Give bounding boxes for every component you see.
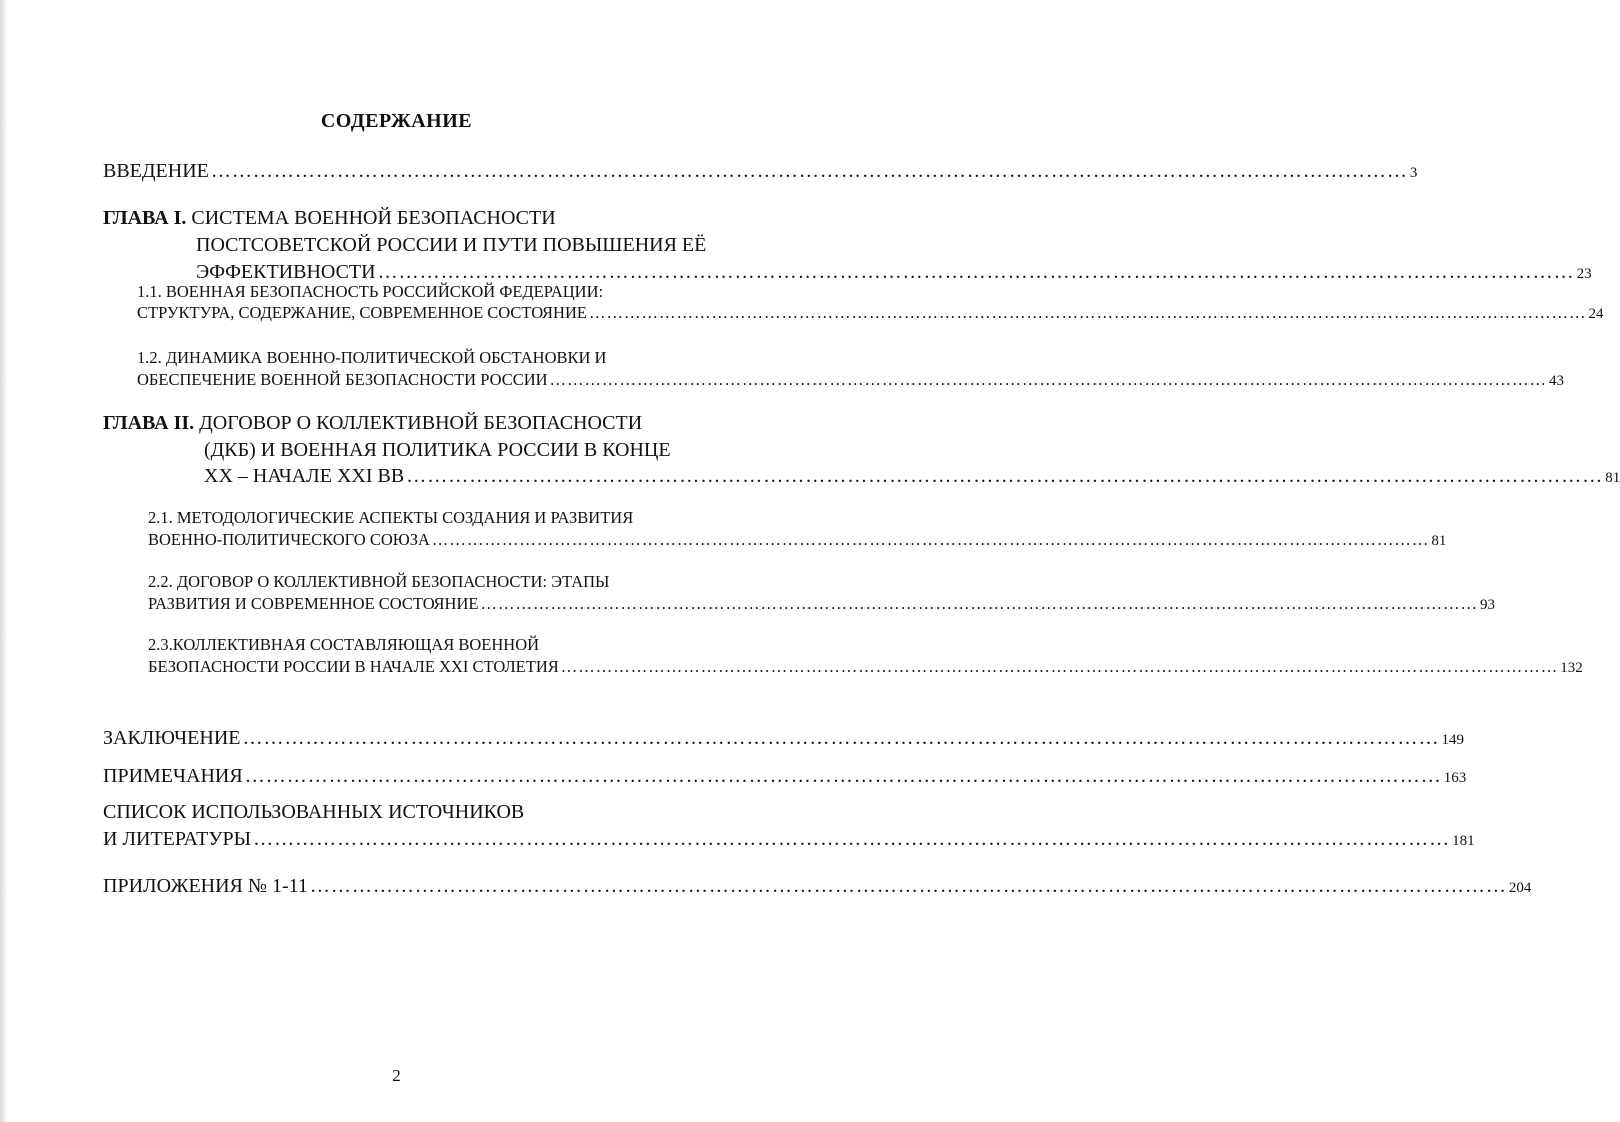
toc-page-number: 181 xyxy=(1452,833,1475,849)
toc-entry-title: XX – НАЧАЛЕ XXI ВВ xyxy=(204,465,405,487)
dot-leader: ……………………………………………………………………………………………………………………………………………………… xyxy=(377,261,1575,283)
dot-leader: ……………………………………………………………………………………………………………………………………………………… xyxy=(431,530,1430,549)
toc-page-number: 163 xyxy=(1443,770,1467,786)
toc-sources-line-2[interactable] xyxy=(103,828,1475,850)
toc-section-2-2-line-2[interactable] xyxy=(148,594,1495,613)
chapter-title: СИСТЕМА ВОЕННОЙ БЕЗОПАСНОСТИ xyxy=(191,207,556,229)
toc-page-number: 81 xyxy=(1605,470,1620,486)
page-number: 2 xyxy=(392,1066,401,1085)
dot-leader: ……………………………………………………………………………………………………………………………………………………… xyxy=(244,765,1442,787)
toc-chapter-2-line-2: (ДКБ) И ВОЕННАЯ ПОЛИТИКА РОССИИ В КОНЦЕ xyxy=(204,439,671,461)
toc-section-1-1-line-1: 1.1. ВОЕННАЯ БЕЗОПАСНОСТЬ РОССИЙСКОЙ ФЕДЕРАЦИИ: xyxy=(137,282,604,301)
toc-chapter-1-line-2: ПОСТСОВЕТСКОЙ РОССИИ И ПУТИ ПОВЫШЕНИЯ ЕЁ xyxy=(196,234,707,256)
toc-section-2-3-line-2[interactable] xyxy=(148,657,1583,676)
toc-entry-title: СТРУКТУРА, СОДЕРЖАНИЕ, СОВРЕМЕННОЕ СОСТОЯНИЕ xyxy=(137,303,587,322)
toc-entry-title: ПРИЛОЖЕНИЯ № 1-11 xyxy=(103,875,308,897)
dot-leader: ……………………………………………………………………………………………………………………………………………………… xyxy=(210,160,1408,182)
toc-section-1-2-line-2[interactable] xyxy=(137,370,1565,389)
toc-section-2-1-line-1: 2.1. МЕТОДОЛОГИЧЕСКИЕ АСПЕКТЫ СОЗДАНИЯ И РАЗВИТИЯ xyxy=(148,508,634,527)
chapter-title: ДОГОВОР О КОЛЛЕКТИВНОЙ БЕЗОПАСНОСТИ xyxy=(199,412,643,434)
toc-page-number: 24 xyxy=(1588,306,1604,322)
dot-leader: ……………………………………………………………………………………………………………………………………………………… xyxy=(309,875,1507,897)
toc-page-number: 43 xyxy=(1549,373,1565,389)
toc-entry-appendix[interactable] xyxy=(103,875,1532,897)
contents-heading: СОДЕРЖАНИЕ xyxy=(320,110,473,132)
toc-entry-notes[interactable] xyxy=(103,765,1467,787)
toc-chapter-2-line-3[interactable] xyxy=(204,465,1620,487)
toc-entry-title: ВОЕННО-ПОЛИТИЧЕСКОГО СОЮЗА xyxy=(148,530,430,549)
toc-page-number: 93 xyxy=(1479,597,1495,613)
toc-sources-line-1: СПИСОК ИСПОЛЬЗОВАННЫХ ИСТОЧНИКОВ xyxy=(103,801,525,823)
dot-leader: ……………………………………………………………………………………………………………………………………………………… xyxy=(560,657,1559,676)
toc-section-1-1-line-2[interactable] xyxy=(137,303,1604,322)
dot-leader: ……………………………………………………………………………………………………………………………………………………… xyxy=(588,303,1587,322)
chapter-label: ГЛАВА I. xyxy=(103,207,187,229)
toc-entry-title: ОБЕСПЕЧЕНИЕ ВОЕННОЙ БЕЗОПАСНОСТИ РОССИИ xyxy=(137,370,548,389)
toc-chapter-2-line-1[interactable] xyxy=(103,413,642,433)
toc-page-number: 23 xyxy=(1576,266,1592,282)
toc-entry-title: РАЗВИТИЯ И СОВРЕМЕННОЕ СОСТОЯНИЕ xyxy=(148,594,479,613)
toc-entry-title: ЗАКЛЮЧЕНИЕ xyxy=(103,727,241,749)
toc-entry-intro[interactable] xyxy=(103,160,1418,182)
toc-chapter-1-line-3[interactable] xyxy=(196,261,1592,283)
toc-page-number: 204 xyxy=(1508,880,1532,896)
toc-section-1-2-line-1: 1.2. ДИНАМИКА ВОЕННО-ПОЛИТИЧЕСКОЙ ОБСТАНОВКИ И xyxy=(137,348,607,367)
toc-section-2-3-line-1: 2.3.КОЛЛЕКТИВНАЯ СОСТАВЛЯЮЩАЯ ВОЕННОЙ xyxy=(148,635,540,654)
dot-leader: ……………………………………………………………………………………………………………………………………………………… xyxy=(406,465,1604,487)
toc-section-2-2-line-1: 2.2. ДОГОВОР О КОЛЛЕКТИВНОЙ БЕЗОПАСНОСТИ: ЭТАПЫ xyxy=(148,572,610,591)
toc-section-2-1-line-2[interactable] xyxy=(148,530,1447,549)
toc-page-number: 81 xyxy=(1431,533,1447,549)
toc-entry-title: ВВЕДЕНИЕ xyxy=(103,160,209,182)
toc-page-number: 132 xyxy=(1560,660,1583,676)
toc-entry-conclusion[interactable] xyxy=(103,727,1464,749)
chapter-label: ГЛАВА II. xyxy=(103,412,195,434)
dot-leader: ……………………………………………………………………………………………………………………………………………………… xyxy=(480,594,1478,613)
dot-leader: ……………………………………………………………………………………………………………………………………………………… xyxy=(549,370,1548,389)
toc-entry-title: ПРИМЕЧАНИЯ xyxy=(103,765,243,787)
scan-edge-shadow xyxy=(0,0,8,1122)
toc-chapter-1-line-1[interactable] xyxy=(103,208,556,228)
toc-entry-title: ЭФФЕКТИВНОСТИ xyxy=(196,261,376,283)
toc-page-number: 3 xyxy=(1409,165,1418,181)
dot-leader: ……………………………………………………………………………………………………………………………………………………… xyxy=(242,727,1440,749)
toc-page-number: 149 xyxy=(1441,732,1464,748)
toc-entry-title: БЕЗОПАСНОСТИ РОССИИ В НАЧАЛЕ XXI СТОЛЕТИЯ xyxy=(148,657,559,676)
toc-entry-title: И ЛИТЕРАТУРЫ xyxy=(103,828,252,850)
dot-leader: ……………………………………………………………………………………………………………………………………………………… xyxy=(253,828,1451,850)
